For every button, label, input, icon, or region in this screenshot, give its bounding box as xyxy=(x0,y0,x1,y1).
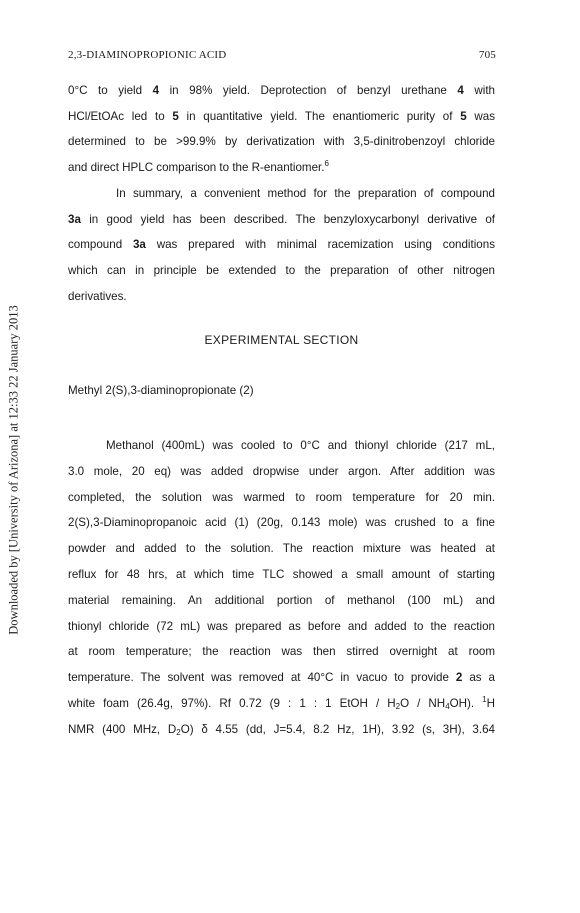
text-line: Methanol (400mL) was cooled to 0°C and thionyl chloride (217 mL, xyxy=(106,439,495,452)
text-line: 2(S),3-Diaminopropanoic acid (1) (20g, 0.143 mole) was crushed to a fine xyxy=(68,516,495,530)
text-line: 0°C to yield 4 in 98% yield. Deprotection of benzyl urethane 4 with xyxy=(68,84,496,97)
procedure-paragraph xyxy=(68,433,495,743)
text-line: at room temperature; the reaction was then stirred overnight at room xyxy=(68,645,495,659)
paragraph-conclusion-part1 xyxy=(68,78,495,181)
text-line: In summary, a convenient method for the preparation of compound xyxy=(116,186,495,200)
text-line: powder and added to the solution. The reaction mixture was heated at xyxy=(68,542,495,556)
text-line: and direct HPLC comparison to the R-enantiomer.$^6$ xyxy=(68,159,329,175)
text-line: temperature. The solvent was removed at 40°C in vacuo to provide 2 as a xyxy=(68,671,495,685)
download-watermark: Downloaded by [University of Arizona] at 12:33 22 January 2013 xyxy=(6,305,21,635)
text-line: determined to be >99.9% by derivatization with 3,5-dinitrobenzoyl chloride xyxy=(68,135,495,149)
text-line: compound 3a was prepared with minimal racemization using conditions xyxy=(68,238,495,252)
text-line: completed, the solution was warmed to room temperature for 20 min. xyxy=(68,490,495,504)
reference-marker: 6 xyxy=(324,159,329,169)
section-heading: EXPERIMENTAL SECTION xyxy=(204,333,359,347)
text-line: 3.0 mole, 20 eq) was added dropwise under argon. After addition was xyxy=(68,464,495,478)
text-line: 3a in good yield has been described. The benzyloxycarbonyl derivative of xyxy=(68,212,495,226)
body-text xyxy=(68,78,495,309)
text-line: NMR (400 MHz, $D_2O$) δ 4.55 (dd, J=5.4, 8.2 Hz, 1H), 3.92 (s, 3H), 3.64 xyxy=(68,722,495,737)
running-title: 2,3-DIAMINOPROPIONIC ACID xyxy=(68,49,227,61)
text-line: white foam (26.4g, 97%). Rf 0.72 (9 : 1 : 1 EtOH / $H_2O / NH_4OH$). $^1$H xyxy=(68,694,495,711)
compound-heading: Methyl 2(S),3-diaminopropionate (2) xyxy=(68,384,254,397)
text-line: HCl/EtOAc led to 5 in quantitative yield. The enantiomeric purity of 5 was xyxy=(68,109,496,123)
text-line: material remaining. An additional portion of methanol (100 mL) and xyxy=(68,593,495,607)
text-line: reflux for 48 hrs, at which time TLC showed a small amount of starting xyxy=(68,567,495,581)
text-line: which can in principle be extended to the preparation of other nitrogen xyxy=(68,263,495,277)
text-line: thionyl chloride (72 mL) was prepared as before and added to the reaction xyxy=(68,619,495,633)
page-number: 705 xyxy=(478,49,496,61)
paragraph-summary xyxy=(68,181,495,310)
text-line: derivatives. xyxy=(68,289,127,303)
